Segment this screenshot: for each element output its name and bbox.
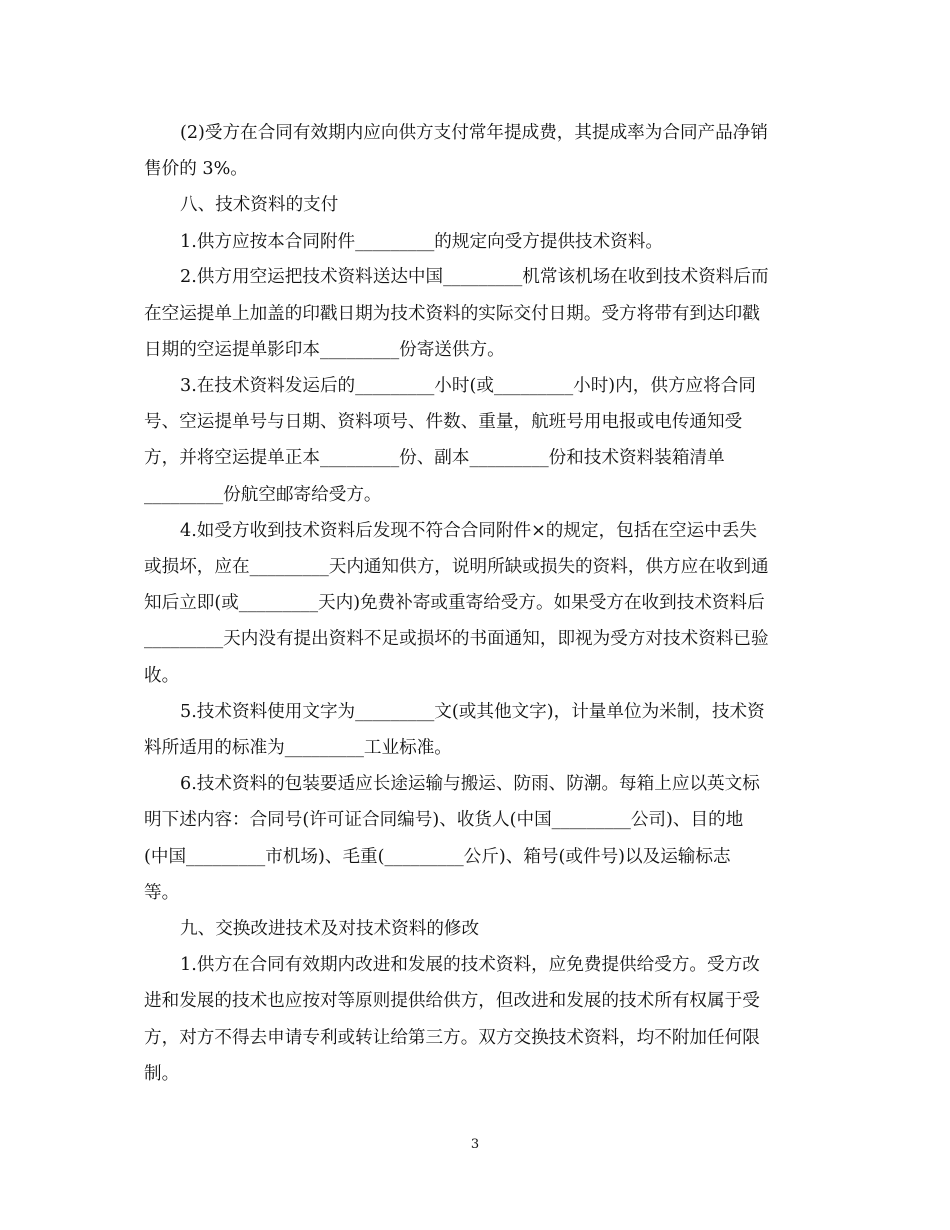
paragraph-line: 1.供方应按本合同附件_________的规定向受方提供技术资料。 [180, 232, 664, 252]
paragraph-line: 明下述内容：合同号(许可证合同编号)、收货人(中国_________公司)、目的地 [144, 810, 744, 830]
paragraph-line: 方，并将空运提单正本_________份、副本_________份和技术资料装箱清单 [144, 448, 725, 468]
paragraph-line: 号、空运提单号与日期、资料项号、件数、重量，航班号用电报或电传通知受 [144, 412, 743, 432]
paragraph-line: _________份航空邮寄给受方。 [144, 485, 382, 505]
page-number: 3 [470, 1137, 480, 1152]
paragraph-line: 方，对方不得去申请专利或转让给第三方。双方交换技术资料，均不附加任何限 [144, 1028, 760, 1048]
paragraph-line: 制。 [144, 1064, 180, 1084]
paragraph-line: 收。 [144, 666, 180, 686]
paragraph-line: 售价的 3%。 [144, 159, 248, 179]
paragraph-line: (中国_________市机场)、毛重(_________公斤)、箱号(或件号)以及运输标志 [144, 847, 731, 867]
section-heading: 九、交换改进技术及对技术资料的修改 [180, 919, 480, 939]
paragraph-line: 5.技术资料使用文字为_________文(或其他文字)，计量单位为米制，技术资 [180, 702, 765, 722]
paragraph-line: 在空运提单上加盖的印戳日期为技术资料的实际交付日期。受方将带有到达印戳 [144, 304, 760, 324]
paragraph-line: 等。 [144, 883, 180, 903]
paragraph-line: 4.如受方收到技术资料后发现不符合合同附件×的规定，包括在空运中丢失 [180, 521, 757, 541]
paragraph-line: 料所适用的标准为_________工业标准。 [144, 738, 452, 758]
paragraph-line: 3.在技术资料发运后的_________小时(或_________小时)内，供方应将合同 [180, 376, 756, 396]
paragraph-line: 1.供方在合同有效期内改进和发展的技术资料，应免费提供给受方。受方改 [180, 955, 760, 975]
paragraph-line: 进和发展的技术也应按对等原则提供给供方，但改进和发展的技术所有权属于受 [144, 991, 760, 1011]
paragraph-line: (2)受方在合同有效期内应向供方支付常年提成费，其提成率为合同产品净销 [180, 123, 768, 143]
paragraph-line: 2.供方用空运把技术资料送达中国_________机常该机场在收到技术资料后而 [180, 267, 769, 287]
paragraph-line: _________天内没有提出资料不足或损坏的书面通知，即视为受方对技术资料已验 [144, 629, 769, 649]
section-heading: 八、技术资料的支付 [180, 195, 339, 215]
paragraph-line: 日期的空运提单影印本_________份寄送供方。 [144, 340, 505, 360]
paragraph-line: 知后立即(或_________天内)免费补寄或重寄给受方。如果受方在收到技术资料后 [144, 593, 765, 613]
paragraph-line: 6.技术资料的包装要适应长途运输与搬运、防雨、防潮。每箱上应以英文标 [180, 774, 760, 794]
paragraph-line: 或损坏，应在_________天内通知供方，说明所缺或损失的资料，供方应在收到通 [144, 557, 769, 577]
